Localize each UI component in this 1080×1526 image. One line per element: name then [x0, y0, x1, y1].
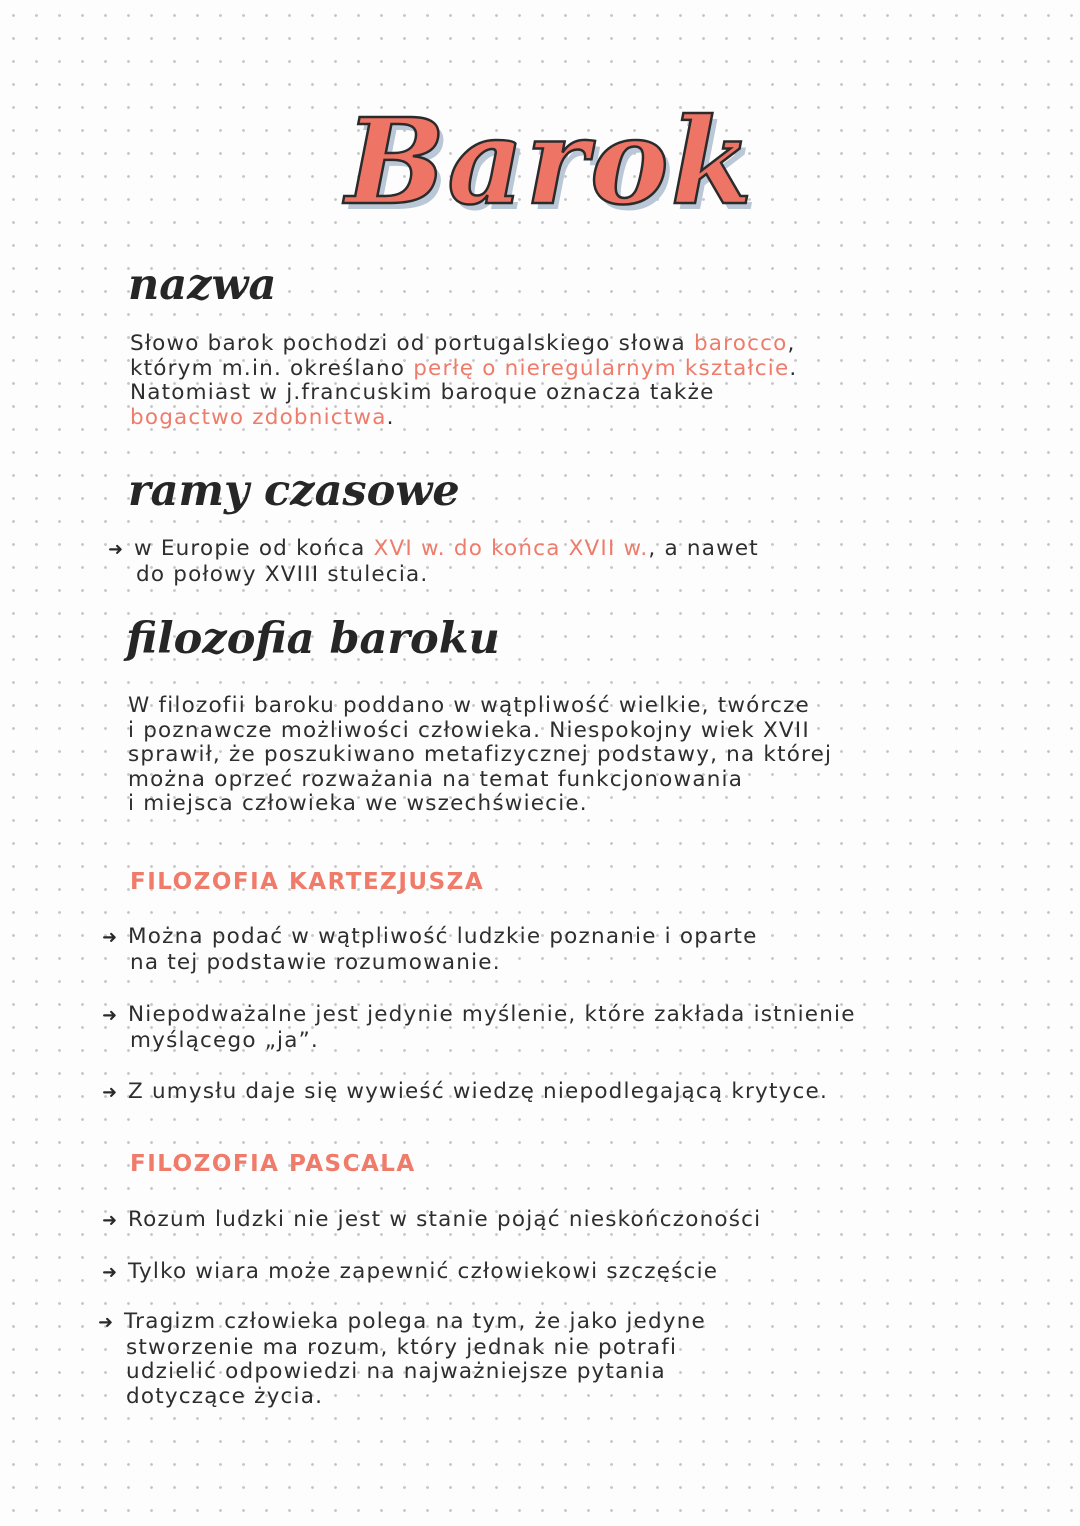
- arrow-icon: ➜: [98, 1312, 115, 1333]
- nazwa-line-4: bogactwo zdobnictwa.: [130, 404, 395, 430]
- filozofia-line: i miejsca człowieka we wszechświecie.: [128, 791, 588, 816]
- arrow-icon: ➜: [102, 1005, 119, 1026]
- arrow-icon: ➜: [102, 927, 119, 948]
- ramy-paragraph: [108, 536, 759, 587]
- filozofia-line: sprawił, że poszukiwano metafizycznej podstawy, na której: [128, 742, 833, 767]
- heading-filozofia-baroku: filozofia baroku: [126, 614, 500, 664]
- nazwa-line-3: Natomiast w j.francuskim baroque oznacza także: [130, 380, 715, 405]
- pascal-item-1: ➜ Rozum ludzki nie jest w stanie pojąć nieskończoności: [102, 1207, 762, 1232]
- nazwa-line-1: Słowo barok pochodzi od portugalskiego słowa barocco,: [130, 331, 796, 356]
- heading-nazwa: nazwa: [128, 260, 277, 310]
- kartezjusz-item-3: ➜ Z umysłu daje się wywieść wiedzę niepodlegającą krytyce.: [102, 1079, 828, 1104]
- pascal-item-2: ➜ Tylko wiara może zapewnić człowiekowi szczęście: [102, 1259, 719, 1284]
- heading-pascal: FILOZOFIA PASCALA: [130, 1151, 416, 1177]
- arrow-icon: ➜: [102, 1210, 119, 1231]
- heading-kartezjusz: FILOZOFIA KARTEZJUSZA: [130, 869, 485, 895]
- filozofia-line: można oprzeć rozważania na temat funkcjonowania: [128, 766, 744, 792]
- heading-ramy-czasowe: ramy czasowe: [128, 466, 460, 516]
- page-title: Barok: [345, 92, 755, 231]
- pascal-item-3: ➜ Tragizm człowieka polega na tym, że jako jedyne stworzenie ma rozum, który jednak nie potrafi udzielić odpowiedzi na najważniejsze pytania dotyczące życia.: [98, 1309, 706, 1409]
- filozofia-line: i poznawcze możliwości człowieka. Niespokojny wiek XVII: [128, 717, 810, 743]
- arrow-icon: ➜: [108, 539, 125, 560]
- filozofia-paragraph: [128, 694, 832, 817]
- filozofia-line: W filozofii baroku poddano w wątpliwość wielkie, twórcze: [128, 693, 810, 718]
- nazwa-paragraph: [130, 332, 797, 430]
- nazwa-line-2: którym m.in. określano perłę o nieregularnym kształcie.: [130, 355, 798, 381]
- kartezjusz-item-1: ➜ Można podać w wątpliwość ludzkie poznanie i oparte na tej podstawie rozumowanie.: [102, 924, 758, 975]
- ramy-line-1: ➜ w Europie od końca XVI w. do końca XVII w., a nawet: [108, 536, 759, 561]
- arrow-icon: ➜: [102, 1082, 119, 1103]
- kartezjusz-item-2: ➜ Niepodważalne jest jedynie myślenie, które zakłada istnienie myślącego „ja”.: [102, 1002, 856, 1053]
- arrow-icon: ➜: [102, 1262, 119, 1283]
- ramy-line-2: do połowy XVIII stulecia.: [136, 561, 429, 587]
